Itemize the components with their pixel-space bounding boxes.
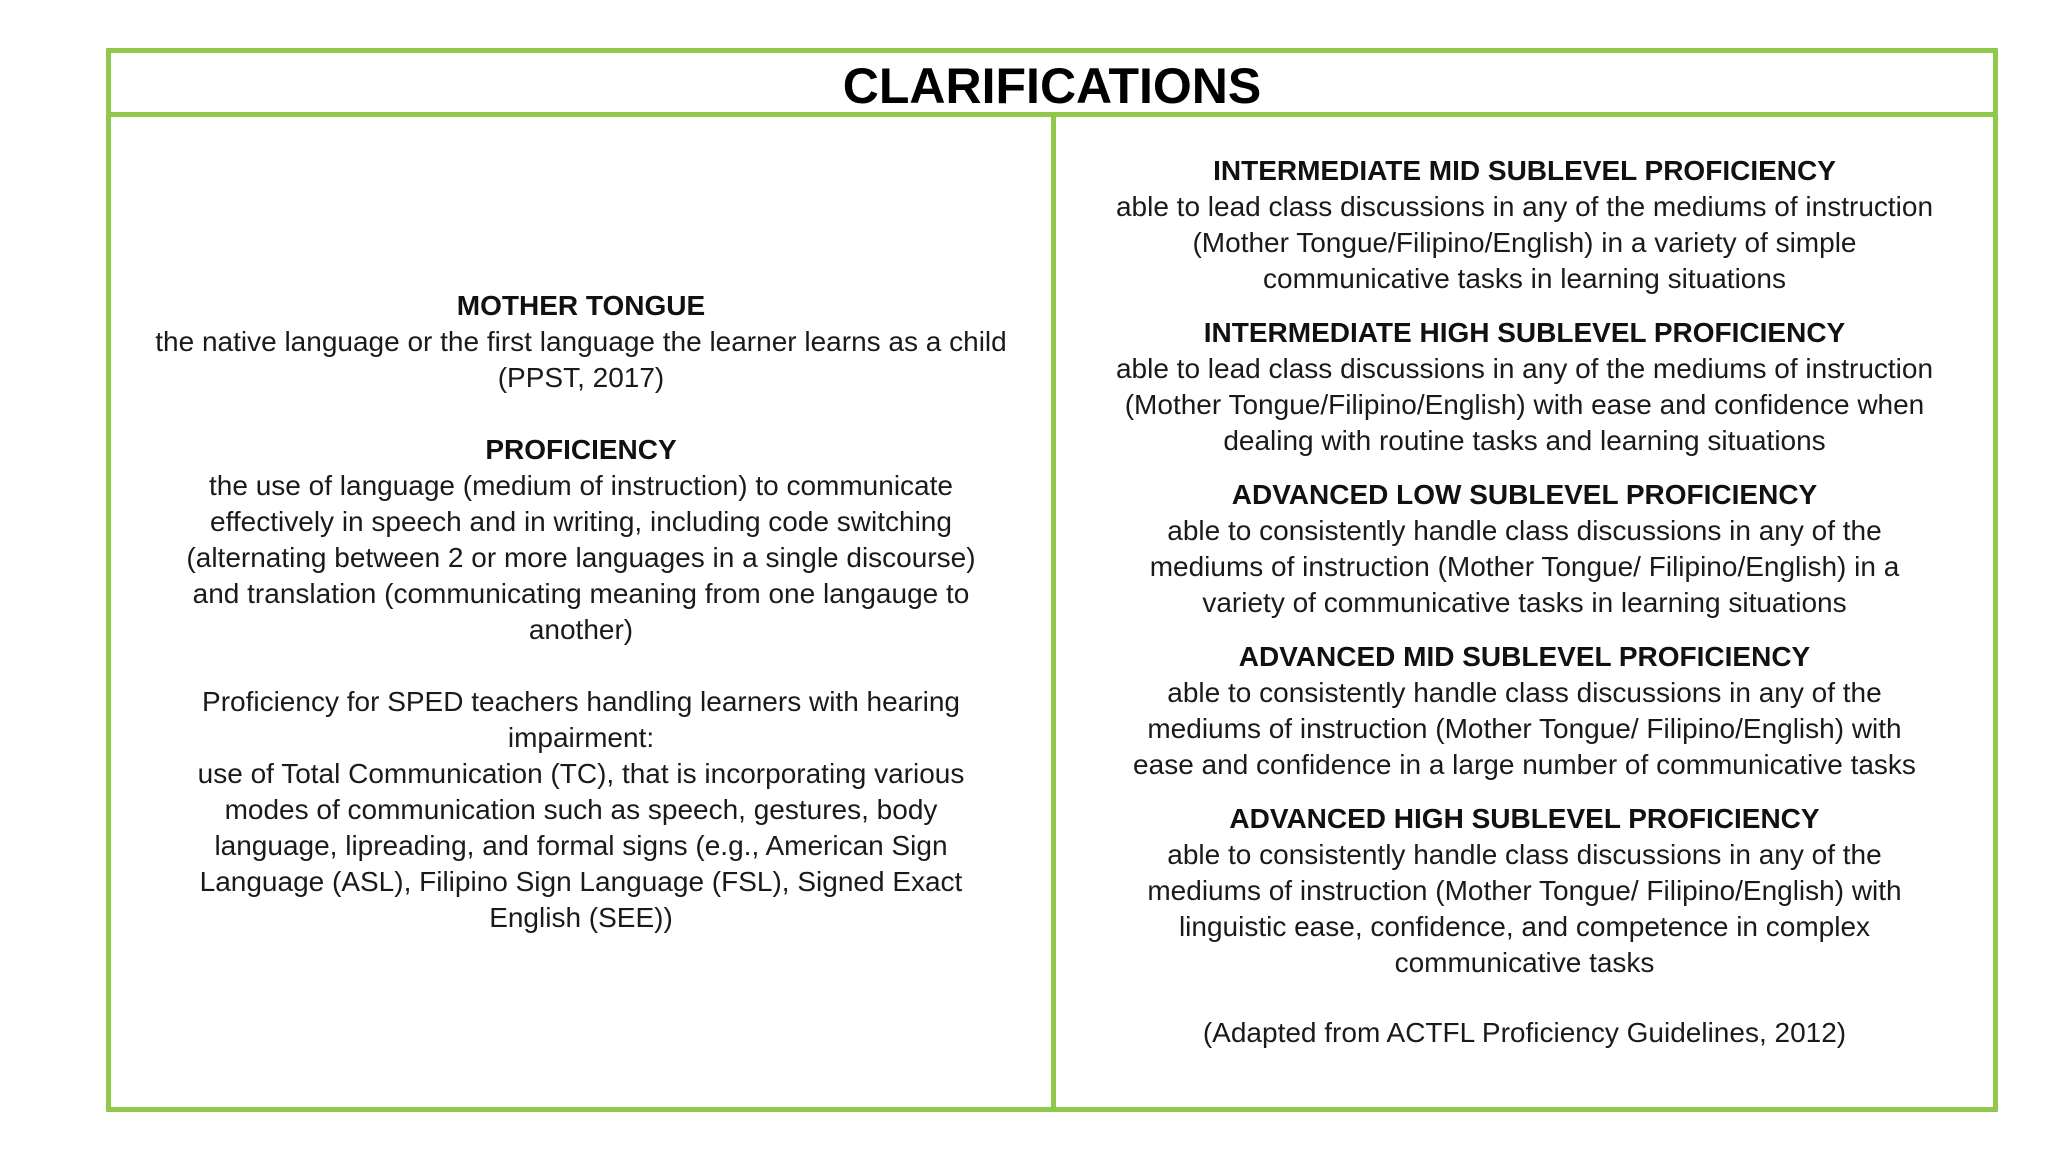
definition-line: communicative tasks in learning situations bbox=[1263, 263, 1786, 294]
definition-line: language, lipreading, and formal signs (e.g., American Sign bbox=[214, 830, 948, 861]
advanced-mid-heading: ADVANCED MID SUBLEVEL PROFICIENCY bbox=[1238, 641, 1811, 672]
advanced-low-heading: ADVANCED LOW SUBLEVEL PROFICIENCY bbox=[1231, 479, 1818, 510]
definition-line: linguistic ease, confidence, and competence in complex bbox=[1178, 911, 1871, 942]
intermediate-high-heading: INTERMEDIATE HIGH SUBLEVEL PROFICIENCY bbox=[1203, 317, 1846, 348]
advanced-mid-definition bbox=[1068, 639, 1981, 783]
intermediate-high-definition bbox=[1068, 315, 1981, 459]
definition-line: (PPST, 2017) bbox=[497, 362, 665, 393]
clarifications-table bbox=[106, 48, 1998, 1112]
definition-line: use of Total Communication (TC), that is incorporating various bbox=[197, 758, 965, 789]
proficiency-heading: PROFICIENCY bbox=[485, 434, 677, 465]
advanced-low-definition bbox=[1068, 477, 1981, 621]
definition-line: able to consistently handle class discussions in any of the bbox=[1167, 839, 1882, 870]
definition-line: mediums of instruction (Mother Tongue/ Filipino/English) in a bbox=[1149, 551, 1900, 582]
definition-line: mediums of instruction (Mother Tongue/ Filipino/English) with bbox=[1147, 713, 1902, 744]
definition-line: (Mother Tongue/Filipino/English) in a variety of simple bbox=[1192, 227, 1857, 258]
definition-line: (alternating between 2 or more languages in a single discourse) bbox=[186, 542, 976, 573]
definition-line: impairment: bbox=[507, 722, 655, 753]
advanced-high-heading: ADVANCED HIGH SUBLEVEL PROFICIENCY bbox=[1229, 803, 1820, 834]
right-column bbox=[1056, 117, 1993, 1107]
definition-line: and translation (communicating meaning from one langauge to bbox=[192, 578, 970, 609]
intermediate-mid-definition bbox=[1068, 153, 1981, 297]
definition-line: effectively in speech and in writing, including code switching bbox=[210, 506, 952, 537]
definition-line: able to lead class discussions in any of the mediums of instruction bbox=[1115, 353, 1934, 384]
definition-line: English (SEE)) bbox=[489, 902, 673, 933]
title-row bbox=[111, 53, 1993, 117]
proficiency-definition bbox=[125, 432, 1037, 648]
definition-line: (Mother Tongue/Filipino/English) with ease and confidence when bbox=[1124, 389, 1925, 420]
definition-line: Language (ASL), Filipino Sign Language (FSL), Signed Exact bbox=[199, 866, 963, 897]
mother-tongue-definition bbox=[125, 288, 1037, 396]
definition-line: able to lead class discussions in any of the mediums of instruction bbox=[1115, 191, 1934, 222]
definition-line: dealing with routine tasks and learning situations bbox=[1223, 425, 1826, 456]
definition-line: the use of language (medium of instruction) to communicate bbox=[209, 470, 953, 501]
definition-line: modes of communication such as speech, gestures, body bbox=[224, 794, 938, 825]
mother-tongue-heading: MOTHER TONGUE bbox=[456, 290, 706, 321]
sped-proficiency-definition bbox=[125, 684, 1037, 936]
definition-line: the native language or the first language the learner learns as a child bbox=[155, 326, 1007, 357]
intermediate-mid-heading: INTERMEDIATE MID SUBLEVEL PROFICIENCY bbox=[1213, 155, 1836, 186]
definition-line: mediums of instruction (Mother Tongue/ Filipino/English) with bbox=[1147, 875, 1902, 906]
left-column bbox=[111, 117, 1051, 1107]
definition-line: Proficiency for SPED teachers handling learners with hearing bbox=[202, 686, 960, 717]
source-citation: (Adapted from ACTFL Proficiency Guidelines, 2012) bbox=[1202, 1017, 1847, 1048]
advanced-high-definition bbox=[1068, 801, 1981, 981]
definition-line: another) bbox=[528, 614, 634, 645]
definition-line: ease and confidence in a large number of communicative tasks bbox=[1133, 749, 1916, 780]
page-title: CLARIFICATIONS bbox=[842, 57, 1262, 114]
definition-line: variety of communicative tasks in learning situations bbox=[1202, 587, 1847, 618]
definition-line: able to consistently handle class discussions in any of the bbox=[1167, 677, 1882, 708]
definition-line: communicative tasks bbox=[1394, 947, 1655, 978]
definition-line: able to consistently handle class discussions in any of the bbox=[1167, 515, 1882, 546]
